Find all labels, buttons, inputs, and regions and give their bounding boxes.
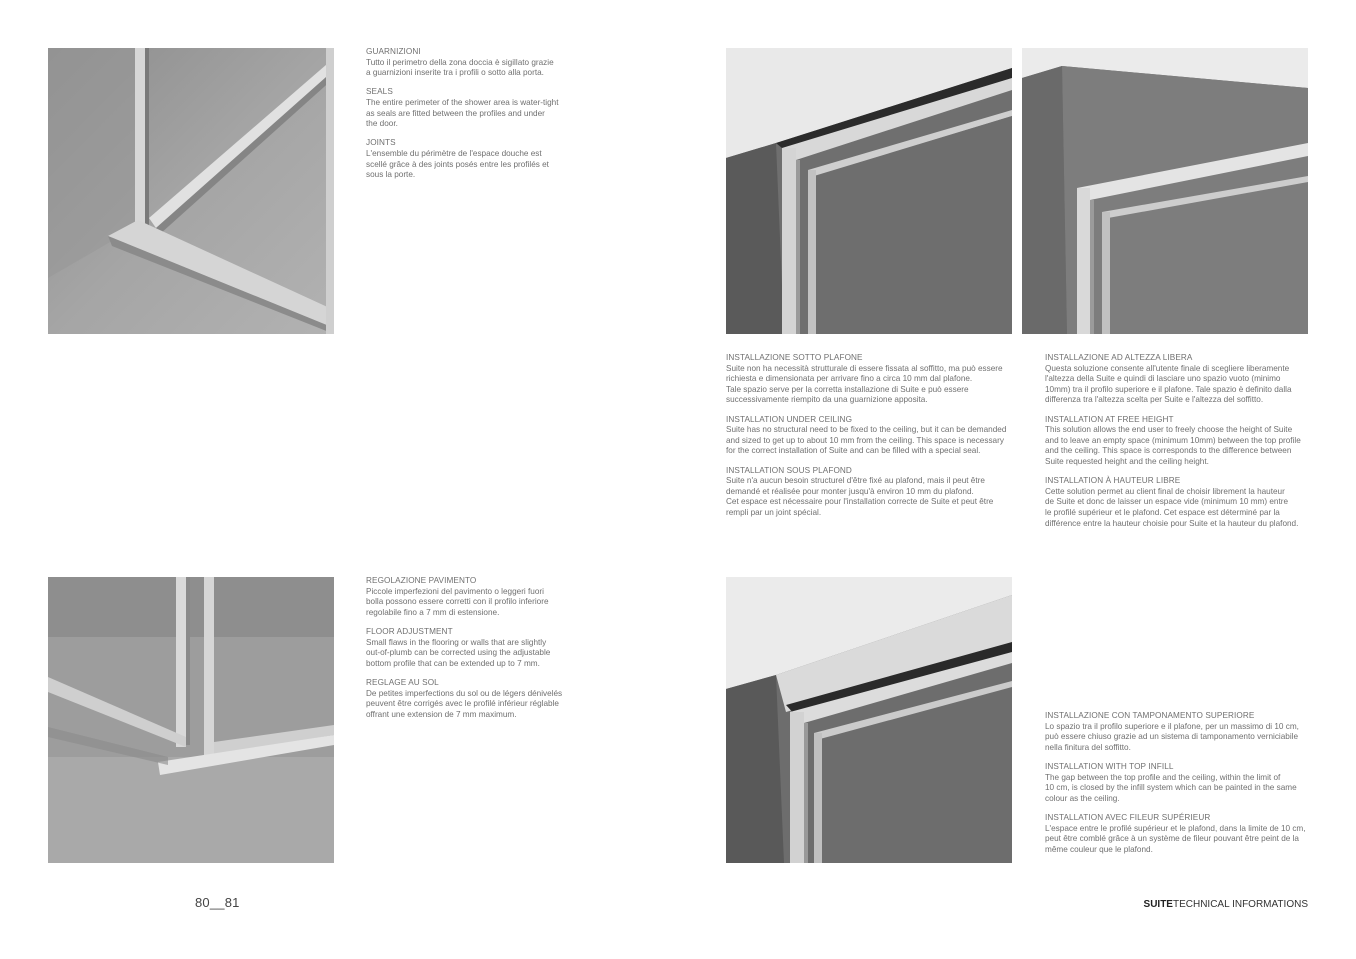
- top-infill-it-body: Lo spazio tra il profilo superiore e il plafone, per un massimo di 10 cm, può essere chiuso grazie ad un sistema di tamponamento verniciabile nella finitura del soffitto.: [1045, 721, 1299, 752]
- footer-brand-section: [1144, 899, 1308, 910]
- top-infill-en-body: The gap between the top profile and the ceiling, within the limit of 10 cm, is closed by the infill system which can be painted in the same colour as the ceiling.: [1045, 772, 1297, 803]
- floor-adjustment-en-body: Small flaws in the flooring or walls that are slightly out-of-plumb can be corrected using the adjustable bottom profile that can be extended up to 7 mm.: [366, 637, 551, 668]
- floor-adjustment-fr-title: REGLAGE AU SOL: [366, 677, 439, 687]
- seals-text-block: [366, 47, 596, 189]
- free-height-fr-body: Cette solution permet au client final de choisir librement la hauteur de Suite et donc de laisser un espace vide (minimum 10 mm) entre le profilé supérieur et le plafond. Cet espace est déterminé par la différence entre la hauteur choisie pour Suite et la hauteur du plafond.: [1045, 486, 1299, 528]
- under-ceiling-en-body: Suite has no structural need to be fixed to the ceiling, but it can be demanded and sized to get up to about 10 mm from the ceiling. This space is necessary for the correct installation of Suite and can be filled with a special seal.: [726, 425, 1007, 456]
- top-infill-photo: [726, 577, 1012, 863]
- top-infill-fr-title: INSTALLATION AVEC FILEUR SUPÉRIEUR: [1045, 812, 1211, 822]
- floor-adjustment-en-title: FLOOR ADJUSTMENT: [366, 626, 453, 636]
- free-height-en-body: This solution allows the end user to freely choose the height of Suite and to leave an empty space (minimum 10mm) between the top profile and the ceiling. This space is corresponds to the difference between Suite requested height and the ceiling height.: [1045, 425, 1301, 466]
- seals-it-body: Tutto il perimetro della zona doccia è sigillato grazie a guarnizioni inserite tra i profili o sotto alla porta.: [366, 57, 554, 78]
- seals-it-title: GUARNIZIONI: [366, 47, 421, 56]
- top-infill-it-title: INSTALLAZIONE CON TAMPONAMENTO SUPERIORE: [1045, 711, 1255, 720]
- free-height-text-block: [1045, 353, 1325, 538]
- free-height-it-title: INSTALLAZIONE AD ALTEZZA LIBERA: [1045, 353, 1193, 362]
- under-ceiling-photo: [726, 48, 1012, 334]
- under-ceiling-text-block: [726, 353, 1026, 527]
- free-height-it-body: Questa soluzione consente all'utente finale di scegliere liberamente l'altezza della Suite e quindi di lasciare uno spazio vuoto (minimo 10mm) tra il profilo superiore e il plafone. Tale spazio è definito dalla differenza tra l'altezza scelta per Suite e l'altezza del soffitto.: [1045, 363, 1292, 405]
- under-ceiling-it-body: Suite non ha necessità strutturale di essere fissata al soffitto, ma può essere richiesta e dimensionata per arrivare fino a circa 10 mm dal plafone. Tale spazio serve per la corretta installazione di Suite e può essere successivamente riempito da una guarnizione apposita.: [726, 363, 1003, 405]
- footer-section: TECHNICAL INFORMATIONS: [1172, 899, 1308, 910]
- seals-corner-photo: [48, 48, 334, 334]
- free-height-en-title: INSTALLATION AT FREE HEIGHT: [1045, 414, 1174, 424]
- top-infill-en-title: INSTALLATION WITH TOP INFILL: [1045, 761, 1174, 771]
- footer-brand: SUITE: [1143, 899, 1173, 910]
- under-ceiling-it-title: INSTALLAZIONE SOTTO PLAFONE: [726, 353, 863, 362]
- top-infill-text-block: [1045, 711, 1325, 864]
- free-height-fr-title: INSTALLATION À HAUTEUR LIBRE: [1045, 476, 1181, 486]
- floor-adjustment-text-block: [366, 576, 596, 729]
- floor-adjustment-photo: [48, 577, 334, 863]
- floor-adjustment-it-body: Piccole imperfezioni del pavimento o leggeri fuori bolla possono essere corretti con il profilo inferiore regolabile fino a 7 mm di estensione.: [366, 586, 549, 617]
- floor-adjustment-fr-body: De petites imperfections du sol ou de légers dénivelés peuvent être corrigés avec le profilé inférieur réglable offrant une extension de 7 mm maximum.: [366, 688, 563, 719]
- floor-adjustment-it-title: REGOLAZIONE PAVIMENTO: [366, 576, 477, 585]
- page-numbers: 80__81: [195, 895, 240, 910]
- free-height-photo: [1022, 48, 1308, 334]
- seals-fr-body: L'ensemble du périmètre de l'espace douche est scellé grâce à des joints posés entre les profilés et sous la porte.: [366, 148, 549, 180]
- seals-fr-title: JOINTS: [366, 138, 396, 148]
- under-ceiling-fr-title: INSTALLATION SOUS PLAFOND: [726, 465, 852, 475]
- under-ceiling-en-title: INSTALLATION UNDER CEILING: [726, 414, 853, 424]
- seals-en-title: SEALS: [366, 87, 393, 97]
- top-infill-fr-body: L'espace entre le profilé supérieur et le plafond, dans la limite de 10 cm, peut être comblé grâce à un système de fileur pouvant être peint de la même couleur que le plafond.: [1045, 823, 1306, 854]
- seals-en-body: The entire perimeter of the shower area is water-tight as seals are fitted between the profiles and under the door.: [366, 97, 559, 129]
- under-ceiling-fr-body: Suite n'a aucun besoin structurel d'être fixé au plafond, mais il peut être demandé et réalisée pour monter jusqu'à environ 10 mm du plafond. Cet espace est nécessaire pour l'installation correcte de Suite et peut être rempli par un joint spécial.: [726, 476, 994, 517]
